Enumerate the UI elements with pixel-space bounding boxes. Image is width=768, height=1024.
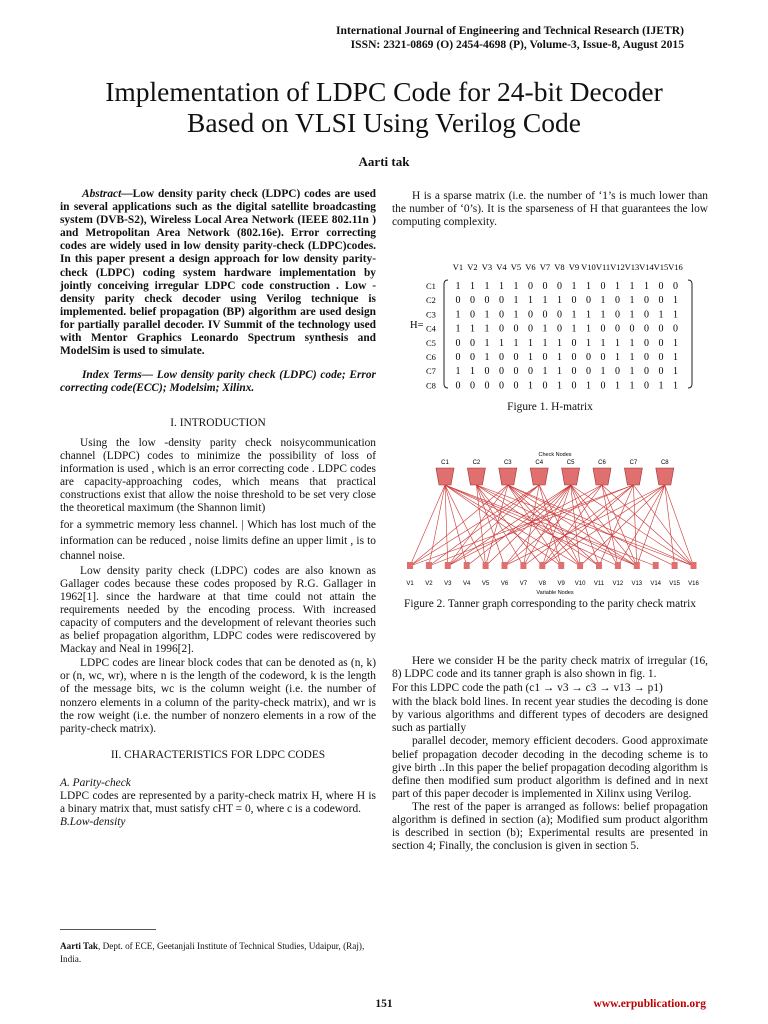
matrix-cell: 1 [600, 295, 606, 307]
matrix-cell: 0 [600, 323, 606, 335]
matrix-row-label: C5 [426, 337, 436, 348]
matrix-cell: 1 [673, 295, 678, 307]
check-node-label: C5 [566, 460, 575, 466]
footnote-name: Aarti Tak [60, 941, 99, 951]
variable-node [653, 562, 659, 569]
matrix-cell: 1 [455, 366, 461, 378]
matrix-cell: 1 [586, 337, 591, 349]
matrix-cell: 1 [615, 380, 620, 392]
matrix-cell: 0 [658, 323, 664, 335]
check-node [624, 468, 642, 485]
matrix-cell: 0 [484, 366, 490, 378]
matrix-cell: 1 [629, 337, 635, 349]
matrix-cell: 1 [615, 352, 620, 363]
matrix-cell: 1 [542, 323, 548, 335]
matrix-cell: 1 [557, 352, 562, 363]
matrix-cell: 0 [557, 281, 562, 292]
variable-node [502, 562, 508, 569]
matrix-cell: 1 [499, 337, 504, 349]
variable-node-label: V3 [444, 581, 452, 587]
matrix-cell: 0 [470, 352, 475, 363]
matrix-cell: 1 [586, 281, 591, 292]
variable-node-label: V12 [612, 581, 624, 587]
matrix-cell: 0 [513, 380, 519, 392]
variable-node [634, 562, 640, 569]
matrix-row-label: C2 [426, 295, 436, 306]
check-node [467, 468, 485, 485]
matrix-cell: 0 [499, 309, 504, 321]
matrix-cell: 1 [600, 337, 606, 349]
matrix-cell: 1 [571, 323, 577, 335]
matrix-cell: 0 [644, 323, 649, 335]
matrix-cell: 1 [673, 352, 678, 363]
sparse-paragraph: H is a sparse matrix (i.e. the number of ‘1’s is much lower than the number of ‘0’s). It is the sparseness of H that guarantees the low computing complexity. [392, 190, 708, 229]
matrix-cell: 0 [470, 380, 475, 392]
matrix-cell: 1 [470, 323, 475, 335]
variable-node [407, 562, 413, 569]
h-label: H= [410, 320, 424, 331]
matrix-cell: 0 [528, 366, 533, 378]
matrix-cell: 1 [455, 323, 461, 335]
matrix-cell: 1 [673, 366, 678, 378]
variable-node [445, 562, 451, 569]
matrix-cell: 1 [673, 380, 678, 392]
author-name: Aarti tak [358, 154, 410, 169]
matrix-cell: 0 [513, 323, 519, 335]
journal-name: International Journal of Engineering and Technical Research (IJETR) [336, 24, 684, 37]
matrix-cell: 0 [658, 337, 664, 349]
matrix-col-label: V6 [525, 262, 536, 272]
matrix-cell: 0 [542, 352, 548, 363]
matrix-cell: 0 [528, 309, 533, 321]
intro-paragraph-3: LDPC codes are linear block codes that can be denoted as (n, k) or (n, wc, wr), where n is the length of the codeword, k is the length of the message bits, wc is the column weight (i.e. the number of nonzero elements in a column of the parity-check matrix), and wr is the row weight (i.e. the number of nonzero elements in a row of the parity-check matrix). [60, 657, 376, 735]
tanner-graph [400, 448, 710, 596]
matrix-col-label: V9 [568, 262, 580, 272]
matrix-cell: 0 [571, 337, 577, 349]
subsection-b-heading: B.Low-density [60, 816, 126, 829]
variable-nodes-title: Variable Nodes [536, 590, 574, 596]
matrix-cell: 0 [499, 295, 504, 307]
abstract [60, 188, 376, 358]
tanner-edge [542, 485, 570, 566]
matrix-row-label: C6 [426, 352, 436, 362]
matrix-cell: 1 [557, 295, 562, 307]
paper-title [0, 76, 768, 138]
figure-2-caption: Figure 2. Tanner graph corresponding to the parity check matrix [404, 598, 696, 610]
matrix-cell: 1 [615, 337, 620, 349]
tanner-edge [571, 485, 618, 566]
matrix-cell: 0 [528, 281, 533, 292]
matrix-cell: 1 [455, 309, 461, 321]
footnote-text: , Dept. of ECE, Geetanjali Institute of Technical Studies, Udaipur, (Raj), India. [60, 941, 365, 964]
index-terms: Index Terms— Low density parity check (LDPC) code; Error correcting code(ECC); Modelsim; Xilinx. [60, 369, 376, 395]
matrix-cell: 1 [542, 366, 548, 378]
variable-node [672, 562, 678, 569]
matrix-cell: 1 [484, 337, 490, 349]
matrix-cell: 1 [542, 295, 548, 307]
figure-1-caption: Figure 1. H-matrix [507, 401, 593, 413]
matrix-cell: 1 [484, 281, 490, 292]
matrix-cell: 0 [455, 380, 461, 392]
section-2-heading: II. CHARACTERISTICS FOR LDPC CODES [110, 748, 326, 761]
matrix-cell: 0 [542, 380, 548, 392]
matrix-cell: 0 [571, 380, 577, 392]
matrix-cell: 0 [586, 366, 591, 378]
matrix-cell: 1 [484, 352, 490, 363]
matrix-cell: 0 [499, 366, 504, 378]
check-node [436, 468, 454, 485]
path-line: For this LDPC code the path (c1 → v3 → c3 → v13 → p1) [392, 682, 663, 695]
matrix-cell: 1 [629, 295, 635, 307]
matrix-cell: 1 [513, 337, 519, 349]
tanner-edge [410, 485, 445, 566]
matrix-col-label: V7 [539, 262, 551, 272]
matrix-cell: 0 [470, 309, 475, 321]
matrix-cell: 0 [673, 323, 678, 335]
matrix-cell: 1 [673, 309, 678, 321]
variable-node-label: V8 [538, 581, 546, 587]
matrix-cell: 0 [586, 295, 591, 307]
matrix-col-label: V11 [595, 262, 611, 272]
matrix-cell: 0 [542, 281, 548, 292]
matrix-cell: 1 [629, 366, 635, 378]
matrix-cell: 0 [571, 352, 577, 363]
tanner-edge [410, 485, 539, 566]
matrix-cell: 1 [629, 352, 635, 363]
matrix-right-bracket [688, 280, 692, 388]
matrix-cell: 1 [557, 366, 562, 378]
matrix-cell: 0 [644, 380, 649, 392]
matrix-col-label: V4 [496, 262, 507, 272]
matrix-cell: 0 [499, 323, 504, 335]
h-matrix-figure [410, 258, 700, 394]
matrix-cell: 0 [484, 295, 490, 307]
journal-issn: ISSN: 2321-0869 (O) 2454-4698 (P), Volume-3, Issue-8, August 2015 [350, 38, 684, 51]
matrix-cell: 0 [600, 281, 606, 292]
matrix-cell: 0 [513, 352, 519, 363]
tanner-edge [445, 485, 467, 566]
check-node [562, 468, 580, 485]
variable-node-label: V7 [519, 581, 528, 587]
matrix-cell: 0 [644, 366, 649, 378]
matrix-cell: 0 [571, 295, 577, 307]
check-node-label: C2 [472, 460, 481, 466]
tanner-edge [486, 485, 508, 566]
check-nodes-title: Check Nodes [538, 452, 572, 458]
matrix-cell: 0 [615, 366, 620, 378]
matrix-cell: 0 [470, 295, 475, 307]
matrix-cell: 0 [644, 337, 649, 349]
organization-paragraph: The rest of the paper is arranged as follows: belief propagation algorithm is defined in section (a); Modified sum product algorithm is described in section (b); Experimental results are presented in section 4; Finally, the conclusion is given in section 5. [392, 800, 708, 853]
matrix-cell: 0 [528, 323, 533, 335]
matrix-cell: 1 [499, 281, 504, 292]
matrix-cell: 0 [658, 352, 664, 363]
h-matrix-paragraph: Here we consider H be the parity check matrix of irregular (16, 8) LDPC code and its tanner graph is also shown in fig. 1. [392, 655, 708, 681]
matrix-cell: 1 [629, 309, 635, 321]
matrix-row-label: C7 [426, 366, 436, 377]
matrix-col-label: V1 [452, 262, 464, 272]
matrix-cell: 1 [586, 380, 591, 392]
intro-paragraph-2: Low density parity check (LDPC) codes are also known as Gallager codes because these codes proposed by R.G. Gallager in 1962[1]. since the hardware at that time could not attain the requirements needed by the encoding process. With increased capacity of computers and the development of relevant theories such as belief propagation algorithm, LDPC codes were rediscovered by Mackay and Neal in 1996[2]. [60, 564, 376, 656]
variable-node-label: V2 [425, 581, 433, 587]
matrix-cell: 1 [673, 337, 678, 349]
variable-node [596, 562, 602, 569]
matrix-cell: 0 [644, 352, 649, 363]
matrix-cell: 0 [658, 281, 664, 292]
matrix-cell: 1 [629, 380, 635, 392]
variable-node-label: V10 [574, 581, 586, 587]
matrix-col-label: V14 [639, 262, 654, 272]
matrix-cell: 1 [513, 281, 519, 292]
title-line-1: Implementation of LDPC Code for 24-bit Decoder [105, 76, 663, 107]
tanner-edge [445, 485, 637, 566]
abstract-label: Abstract [82, 188, 122, 200]
check-node [499, 468, 517, 485]
matrix-cell: 1 [658, 309, 664, 321]
matrix-col-label: V2 [467, 262, 478, 272]
matrix-cell: 1 [571, 281, 577, 292]
subsection-a-text: LDPC codes are represented by a parity-check matrix H, where H is a binary matrix that, must satisfy cHT = 0, where c is a codeword. [60, 789, 376, 816]
matrix-cell: 0 [673, 281, 678, 292]
variable-node-label: V14 [650, 581, 662, 587]
matrix-cell: 1 [600, 366, 606, 378]
matrix-row-label: C1 [426, 281, 436, 291]
intro-paragraph-1: Using the low -density parity check noisycommunication channel (LDPC) codes to minimize the possibility of loss of information is used , which is an error correcting code . LDPC codes are capacity-approaching codes, which means that practical constructions exist that allow the noise threshold to be set very close the theoretical maximum (the Shannon limit) [60, 436, 376, 514]
variable-node-label: V11 [593, 581, 605, 587]
matrix-cell: 1 [528, 337, 533, 349]
variable-node [426, 562, 432, 569]
matrix-col-label: V12 [610, 262, 625, 272]
matrix-cell: 0 [513, 366, 519, 378]
matrix-cell: 0 [615, 309, 620, 321]
decoders-paragraph: parallel decoder, memory efficient decoders. Good approximate belief propagation decoder decoding in the decoding scheme is to give birth ..In this paper the belief propagation decoding algorithm is define then modified sum product algorithm is defined and in next part of this paper decoder is implemented in Xilinx using Verilog. [392, 735, 708, 800]
subsection-a-heading: A. Parity-check [60, 776, 131, 789]
matrix-cell: 1 [629, 281, 635, 292]
matrix-cell: 0 [615, 323, 620, 335]
matrix-cell: 1 [644, 281, 649, 292]
matrix-cell: 1 [484, 309, 490, 321]
tanner-edge [633, 485, 693, 566]
matrix-row-label: C3 [426, 309, 436, 320]
right-column-top [392, 190, 708, 229]
variable-node [558, 562, 564, 569]
matrix-cell: 0 [600, 380, 606, 392]
check-node-label: C6 [598, 460, 606, 466]
matrix-row-label: C4 [426, 323, 436, 334]
matrix-cell: 1 [528, 380, 533, 392]
variable-node [577, 562, 583, 569]
matrix-col-label: V8 [554, 262, 565, 272]
matrix-cell: 1 [557, 337, 562, 349]
matrix-col-label: V15 [653, 262, 669, 272]
check-node-label: C7 [629, 460, 638, 466]
website-link[interactable]: www.erpublication.org [593, 998, 706, 1010]
matrix-cell: 0 [542, 309, 548, 321]
check-node [593, 468, 611, 485]
matrix-cell: 1 [557, 380, 562, 392]
matrix-cell: 0 [499, 380, 504, 392]
matrix-cell: 1 [542, 337, 548, 349]
matrix-cell: 0 [557, 323, 562, 335]
matrix-cell: 0 [615, 295, 620, 307]
matrix-cell: 0 [586, 352, 591, 363]
matrix-cell: 1 [586, 323, 591, 335]
matrix-cell: 0 [455, 337, 461, 349]
matrix-cell: 1 [586, 309, 591, 321]
matrix-cell: 0 [658, 366, 664, 378]
matrix-col-label: V5 [510, 262, 522, 272]
journal-header [336, 24, 684, 52]
variable-node-label: V13 [631, 581, 643, 587]
check-node-label: C3 [503, 460, 512, 466]
decoding-paragraph: with the black bold lines. In recent year studies the decoding is done by various algorithms and different types of decoders are designed such as partially [392, 696, 708, 735]
right-column-bottom [392, 655, 708, 853]
page-number: 151 [375, 998, 393, 1010]
abstract-text: —Low density parity check (LDPC) codes are used in several applications such as the digital satellite broadcasting system (DVB-S2), Wireless Local Area Network (IEEE 802.11n ) and Metropolitan Area Network (802.16e). Error correcting codes are widely used in low density parity-check (LDPC)codes. In this paper present a design approach for low density parity-check (LDPC) coding system hardware implementation by jointly conceiving irregular LDPC code construction . Low -density parity check decoder using Verilog technique is implemented. belief propagation (BP) algorithm are used design for partially parallel decoder. IV Summit of the technology used with Mentor Graphics Leonardo Spectrum synthesis and ModelSim is used to simulate. [60, 188, 376, 358]
variable-node [615, 562, 621, 569]
matrix-cell: 1 [484, 323, 490, 335]
variable-node-label: V5 [481, 581, 490, 587]
matrix-cell: 1 [470, 366, 475, 378]
matrix-cell: 0 [484, 380, 490, 392]
matrix-col-label: V16 [668, 262, 683, 272]
matrix-cell: 1 [513, 309, 519, 321]
matrix-left-bracket [444, 280, 448, 388]
matrix-cell: 0 [455, 352, 461, 363]
matrix-row-label: C8 [426, 380, 436, 391]
variable-node-label: V15 [669, 581, 680, 587]
check-node [656, 468, 674, 485]
variable-node-label: V6 [500, 581, 509, 587]
matrix-cell: 1 [600, 309, 606, 321]
matrix-cell: 1 [528, 352, 533, 363]
variable-node [464, 562, 470, 569]
variable-node-label: V4 [463, 581, 471, 587]
tanner-edge [429, 485, 445, 566]
matrix-cell: 1 [571, 309, 577, 321]
matrix-cell: 0 [571, 366, 577, 378]
variable-node-label: V16 [688, 581, 699, 587]
variable-node [483, 562, 489, 569]
matrix-cell: 1 [513, 295, 519, 307]
matrix-col-label: V13 [624, 262, 640, 272]
variable-node [691, 562, 697, 569]
matrix-cell: 1 [615, 281, 620, 292]
matrix-cell: 0 [658, 295, 664, 307]
matrix-cell: 0 [455, 295, 461, 307]
variable-node-label: V1 [406, 581, 414, 587]
matrix-cell: 0 [629, 323, 635, 335]
matrix-cell: 0 [470, 337, 475, 349]
tanner-edge [429, 485, 634, 566]
variable-node-label: V9 [557, 581, 565, 587]
check-node [530, 468, 548, 485]
matrix-cell: 1 [528, 295, 533, 307]
matrix-cell: 0 [644, 295, 649, 307]
matrix-col-label: V10 [581, 262, 596, 272]
tanner-edge [508, 485, 675, 566]
tanner-edge [633, 485, 636, 566]
section-1-heading: I. INTRODUCTION [170, 417, 266, 430]
matrix-cell: 0 [557, 309, 562, 321]
matrix-cell: 0 [600, 352, 606, 363]
check-node-label: C4 [535, 460, 544, 466]
intro-paragraph-1b: for a symmetric memory less channel. | Which has lost much of the information can be reduced , noise limits define an upper limit , is to channel noise. [60, 519, 376, 563]
tanner-edge [571, 485, 694, 566]
footnote [60, 940, 380, 965]
variable-node [520, 562, 526, 569]
matrix-col-label: V3 [481, 262, 493, 272]
check-node-label: C1 [441, 460, 449, 466]
title-line-2: Based on VLSI Using Verilog Code [187, 107, 581, 138]
check-node-label: C8 [660, 460, 669, 466]
matrix-cell: 1 [658, 380, 664, 392]
matrix-cell: 1 [455, 281, 461, 292]
tanner-edge [665, 485, 694, 566]
matrix-cell: 1 [470, 281, 475, 292]
left-column [60, 188, 376, 829]
matrix-cell: 0 [644, 309, 649, 321]
variable-node [539, 562, 545, 569]
matrix-cell: 0 [499, 352, 504, 363]
footnote-rule [60, 929, 156, 930]
